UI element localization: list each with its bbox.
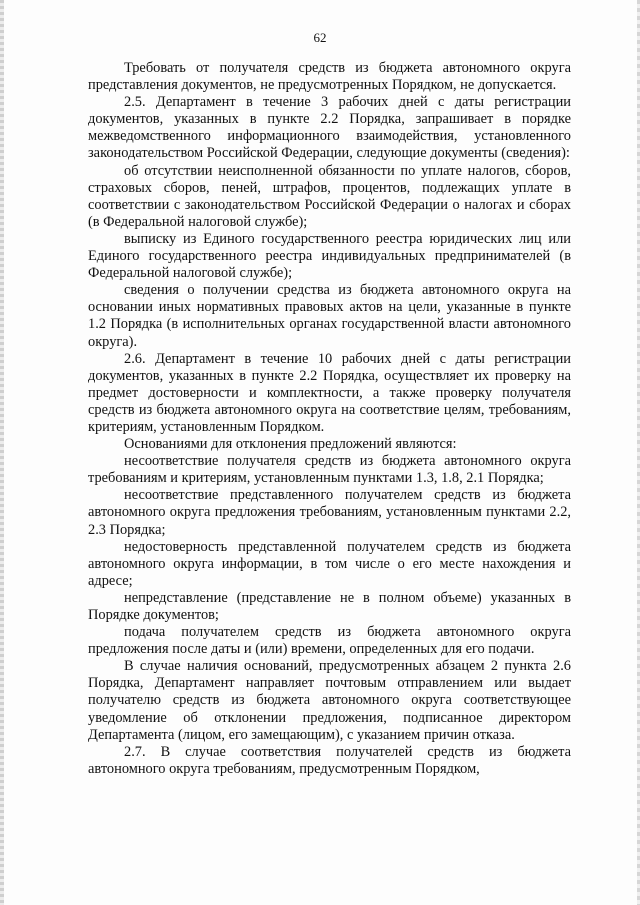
paragraph: об отсутствии неисполненной обязанности по уплате налогов, сборов, страховых сборов, пеней, штрафов, процентов, подлежащих уплате в соответствии с законодательством Российской Федерации о налогах и сборах (в Федеральной налоговой службе); <box>88 162 571 230</box>
paragraph: Требовать от получателя средств из бюджета автономного округа представления документов, не предусмотренных Порядком, не допускается. <box>88 60 571 94</box>
paragraph: несоответствие получателя средств из бюджета автономного округа требованиям и критериям, установленным пунктами 1.3, 1.8, 2.1 Порядка; <box>88 453 571 487</box>
paragraph: В случае наличия оснований, предусмотренных абзацем 2 пункта 2.6 Порядка, Департамент направляет почтовым отправлением или выдает получателю средств из бюджета автономного округа соответствующее уведомление об отклонении предложения, подписанное директором Департамента (лицом, его замещающим), с указанием причин отказа. <box>88 658 571 743</box>
paragraph: Основаниями для отклонения предложений являются: <box>124 436 457 453</box>
paragraph: несоответствие представленного получателем средств из бюджета автономного округа предложения требованиям, установленным пунктами 2.2, 2.3 Порядка; <box>88 487 571 538</box>
paragraph: 2.6. Департамент в течение 10 рабочих дней с даты регистрации документов, указанных в пункте 2.2 Порядка, осуществляет их проверку на предмет достоверности и комплектности, а также проверку получателя средств из бюджета автономного округа на соответствие целям, требованиям, критериям, установленным Порядком. <box>88 350 571 435</box>
page-number: 62 <box>313 30 327 45</box>
document-body <box>88 60 571 778</box>
paragraph: недостоверность представленной получателем средств из бюджета автономного округа информации, в том числе о его месте нахождения и адресе; <box>88 538 571 589</box>
paragraph: 2.5. Департамент в течение 3 рабочих дней с даты регистрации документов, указанных в пункте 2.2 Порядка, запрашивает в порядке межведомственного информационного взаимодействия, установленного законодательством Российской Федерации, следующие документы (сведения): <box>88 94 571 162</box>
paragraph: сведения о получении средства из бюджета автономного округа на основании иных нормативных правовых актов на цели, указанные в пункте 1.2 Порядка (в исполнительных органах государственной власти автономного округа). <box>88 282 571 350</box>
paragraph: непредставление (представление не в полном объеме) указанных в Порядке документов; <box>88 589 571 623</box>
paragraph: выписку из Единого государственного реестра юридических лиц или Единого государственного реестра индивидуальных предпринимателей (в Федеральной налоговой службе); <box>88 230 571 282</box>
scan-edge-left <box>0 0 4 905</box>
paragraph: подача получателем средств из бюджета автономного округа предложения после даты и (или) времени, определенных для его подачи. <box>88 624 571 658</box>
paragraph: 2.7. В случае соответствия получателей средств из бюджета автономного округа требованиям, предусмотренным Порядком, <box>88 743 571 777</box>
